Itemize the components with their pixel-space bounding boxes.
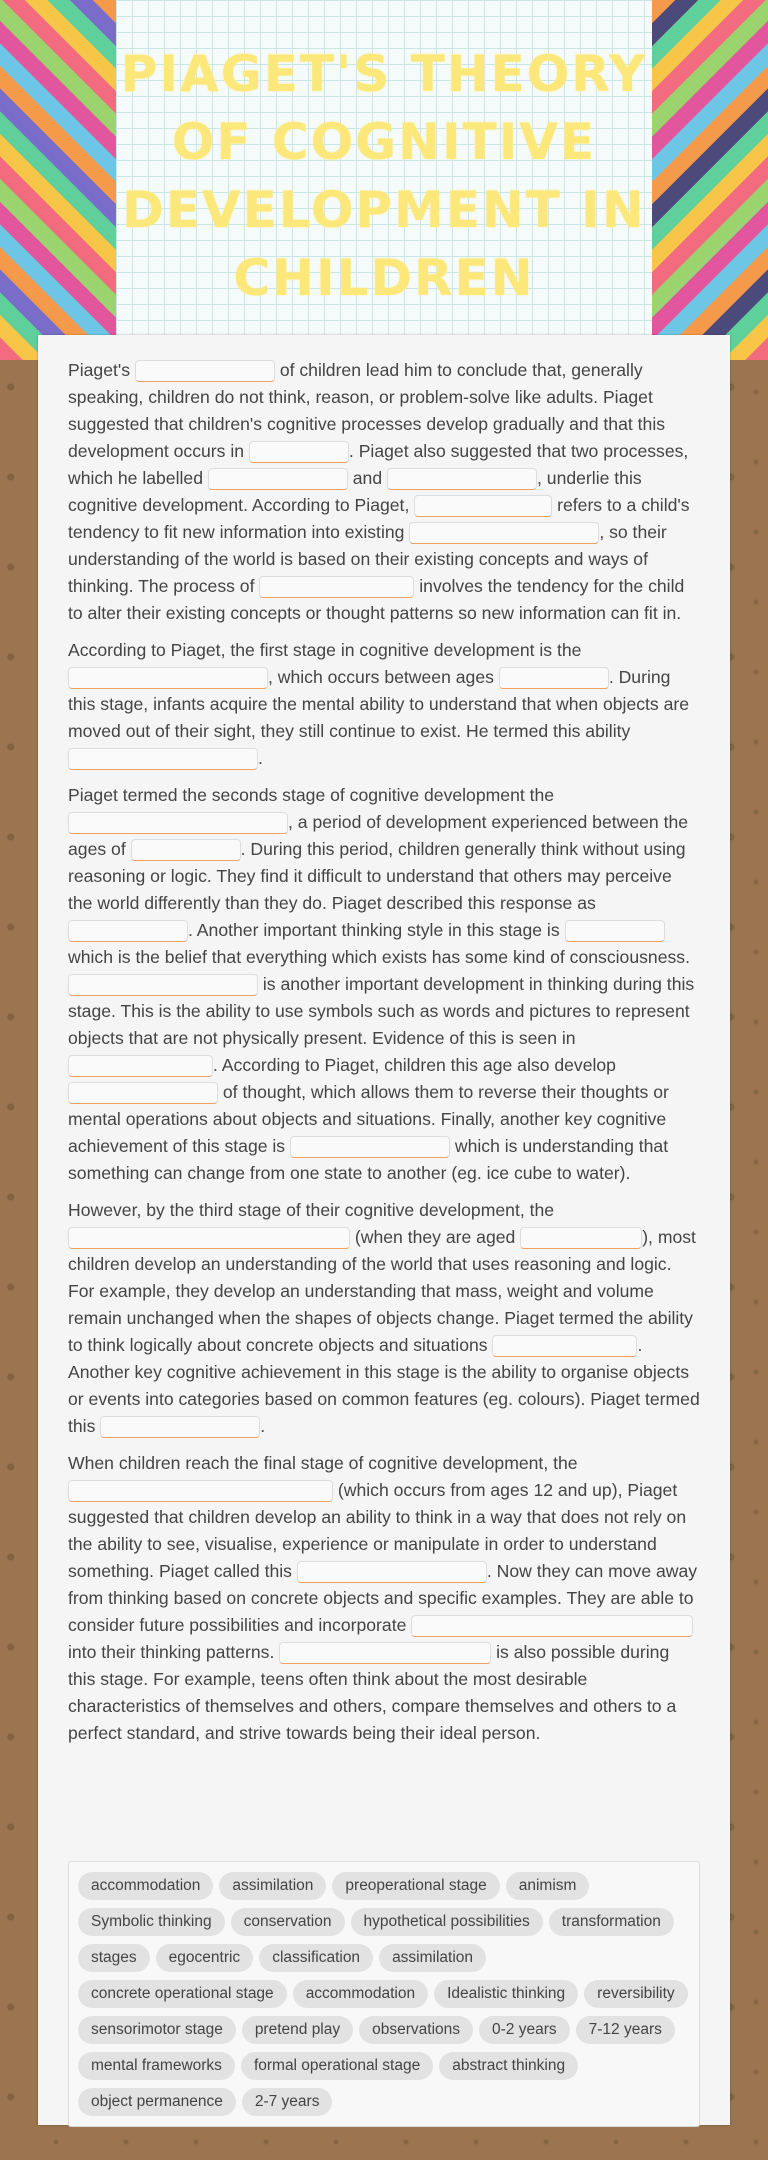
paragraph-4: [68, 1197, 700, 1440]
word-chip[interactable]: 0-2 years: [479, 2016, 570, 2044]
blank-drop-zone[interactable]: [411, 1615, 693, 1637]
paragraph-text: . According to Piaget, children this age also develop: [213, 1055, 616, 1075]
paragraph-text: , underlie this cognitive development. According to Piaget,: [68, 468, 642, 515]
paragraph-text: , so their understanding of the world is based on their existing concepts and ways of thinking. The process of: [68, 522, 667, 596]
word-chip[interactable]: accommodation: [293, 1980, 428, 2008]
blank-drop-zone[interactable]: [68, 1055, 213, 1077]
word-chip[interactable]: hypothetical possibilities: [351, 1908, 543, 1936]
paragraph-text: refers to a child's tendency to fit new information into existing: [68, 495, 690, 542]
paragraph-text: . During this period, children generally think without using reasoning or logic. They find it difficult to understand that others may perceive the world differently than they do. Piaget described this response as: [68, 839, 686, 913]
word-chip[interactable]: reversibility: [584, 1980, 688, 2008]
blank-drop-zone[interactable]: [68, 974, 258, 996]
blank-drop-zone[interactable]: [279, 1642, 491, 1664]
blank-drop-zone[interactable]: [68, 1480, 333, 1502]
worksheet-title: PIAGET'S THEORY OF COGNITIVE DEVELOPMENT IN CHILDREN: [120, 45, 648, 307]
word-chip[interactable]: egocentric: [156, 1944, 254, 1972]
paragraph-text: Piaget termed the seconds stage of cognitive development the: [68, 785, 555, 805]
blank-drop-zone[interactable]: [68, 748, 258, 770]
header-banner: [0, 0, 768, 360]
blank-drop-zone[interactable]: [68, 1082, 218, 1104]
word-chip[interactable]: assimilation: [219, 1872, 326, 1900]
paragraph-text: and: [347, 468, 388, 488]
word-chip[interactable]: assimilation: [379, 1944, 486, 1972]
blank-drop-zone[interactable]: [387, 468, 537, 490]
paragraph-text: ), most children develop an understanding of the world that uses reasoning and logic. For example, they develop an understanding that mass, weight and volume remain unchanged when the shapes of objects change. Piaget termed the ability to think logically about concrete objects and situations: [68, 1227, 696, 1355]
paragraph-text: is another important development in thinking during this stage. This is the ability to use symbols such as words and pictures to represent objects that are not physically present. Evidence of this is seen in: [68, 974, 695, 1048]
paragraph-text: which is the belief that everything which exists has some kind of consciousness.: [68, 947, 690, 967]
word-chip[interactable]: 7-12 years: [576, 2016, 675, 2044]
blank-drop-zone[interactable]: [409, 522, 599, 544]
worksheet-text: [38, 335, 730, 1747]
paragraph-text: , a period of development experienced between the ages of: [68, 812, 689, 859]
paragraph-5: [68, 1450, 700, 1747]
paragraph-text: .: [260, 1416, 266, 1436]
word-chip[interactable]: classification: [259, 1944, 373, 1972]
blank-drop-zone[interactable]: [68, 812, 288, 834]
blank-drop-zone[interactable]: [100, 1416, 260, 1438]
word-chip[interactable]: abstract thinking: [439, 2052, 578, 2080]
paragraph-3: [68, 782, 700, 1187]
paragraph-text: Piaget's: [68, 360, 135, 380]
paragraph-1: [68, 357, 700, 627]
blank-drop-zone[interactable]: [68, 1227, 350, 1249]
paragraph-2: [68, 637, 700, 772]
blank-drop-zone[interactable]: [520, 1227, 642, 1249]
blank-drop-zone[interactable]: [131, 839, 241, 861]
word-chip[interactable]: Idealistic thinking: [434, 1980, 578, 2008]
paragraph-text: . During this stage, infants acquire the mental ability to understand that when objects are moved out of their sight, they still continue to exist. He termed this ability: [68, 667, 690, 741]
paragraph-text: is also possible during this stage. For example, teens often think about the most desirable characteristics of themselves and others, compare themselves and others to a perfect standard, and strive towards being their ideal person.: [68, 1642, 677, 1743]
word-chip[interactable]: stages: [78, 1944, 150, 1972]
paragraph-text: However, by the third stage of their cognitive development, the: [68, 1200, 555, 1220]
word-chip[interactable]: 2-7 years: [242, 2088, 333, 2116]
word-chip[interactable]: sensorimotor stage: [78, 2016, 236, 2044]
word-chip[interactable]: object permanence: [78, 2088, 236, 2116]
blank-drop-zone[interactable]: [565, 920, 665, 942]
blank-drop-zone[interactable]: [259, 576, 414, 598]
word-chip[interactable]: animism: [506, 1872, 590, 1900]
blank-drop-zone[interactable]: [135, 360, 275, 382]
paragraph-text: (when they are aged: [350, 1227, 521, 1247]
word-chip[interactable]: accommodation: [78, 1872, 213, 1900]
blank-drop-zone[interactable]: [208, 468, 348, 490]
paragraph-text: According to Piaget, the first stage in cognitive development is the: [68, 640, 582, 660]
paragraph-text: . Now they can move away from thinking based on concrete objects and specific examples. They are able to consider future possibilities and incorporate: [68, 1561, 698, 1635]
word-chip[interactable]: formal operational stage: [241, 2052, 433, 2080]
word-chip[interactable]: pretend play: [242, 2016, 353, 2044]
paragraph-text: into their thinking patterns.: [68, 1642, 280, 1662]
paragraph-text: . Another important thinking style in this stage is: [188, 920, 565, 940]
blank-drop-zone[interactable]: [68, 920, 188, 942]
paragraph-text: of children lead him to conclude that, generally speaking, children do not think, reason, or problem-solve like adults. Piaget suggested that children's cognitive processes develop gradually and that this development occurs in: [68, 360, 666, 461]
paragraph-text: . Piaget also suggested that two processes, which he labelled: [68, 441, 689, 488]
paragraph-text: , which occurs between ages: [268, 667, 499, 687]
word-chip[interactable]: transformation: [549, 1908, 674, 1936]
blank-drop-zone[interactable]: [249, 441, 349, 463]
paragraph-text: .: [258, 748, 263, 768]
blank-drop-zone[interactable]: [414, 495, 552, 517]
blank-drop-zone[interactable]: [499, 667, 609, 689]
blank-drop-zone[interactable]: [297, 1561, 487, 1583]
paragraph-text: (which occurs from ages 12 and up), Piaget suggested that children develop an ability to think in a way that does not rely on the ability to see, visualise, experience or manipulate in order to understand something. Piaget called this: [68, 1480, 687, 1581]
paragraph-text: involves the tendency for the child to alter their existing concepts or thought patterns so new information can fit in.: [68, 576, 685, 623]
word-chip[interactable]: mental frameworks: [78, 2052, 235, 2080]
word-chip[interactable]: Symbolic thinking: [78, 1908, 225, 1936]
paragraph-text: of thought, which allows them to reverse their thoughts or mental operations about objects and situations. Finally, another key cognitive achievement of this stage is: [68, 1082, 669, 1156]
blank-drop-zone[interactable]: [68, 667, 268, 689]
paragraph-text: which is understanding that something can change from one state to another (eg. ice cube to water).: [68, 1136, 669, 1183]
paragraph-text: . Another key cognitive achievement in this stage is the ability to organise objects or events into categories based on common features (eg. colours). Piaget termed this: [68, 1335, 700, 1436]
blank-drop-zone[interactable]: [290, 1136, 450, 1158]
worksheet-card: [38, 335, 730, 2125]
word-bank: [68, 1861, 700, 2127]
word-chip[interactable]: preoperational stage: [332, 1872, 499, 1900]
paragraph-text: When children reach the final stage of cognitive development, the: [68, 1453, 578, 1473]
word-chip[interactable]: concrete operational stage: [78, 1980, 287, 2008]
word-chip[interactable]: observations: [359, 2016, 473, 2044]
word-chip[interactable]: conservation: [231, 1908, 345, 1936]
blank-drop-zone[interactable]: [492, 1335, 637, 1357]
